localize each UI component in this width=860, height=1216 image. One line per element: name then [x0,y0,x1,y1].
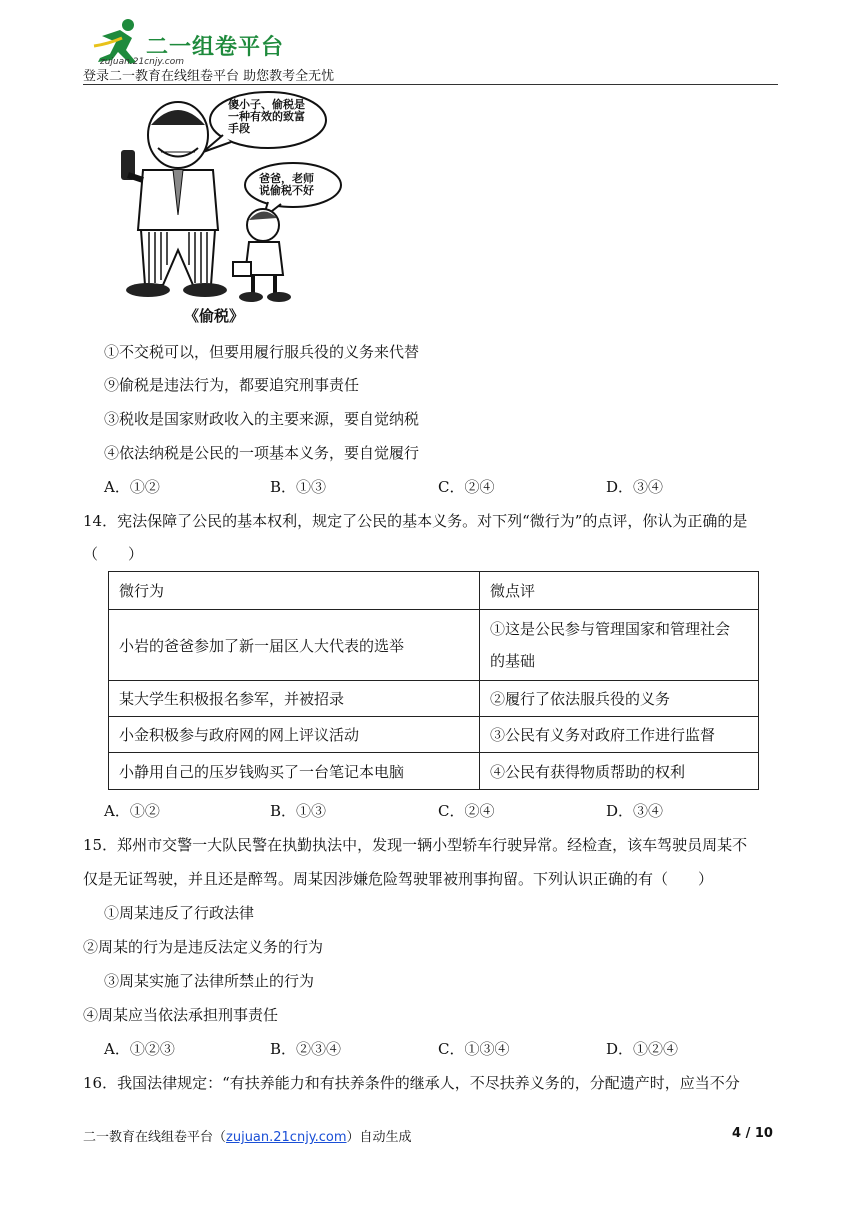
behavior-cell: 某大学生积极报名参军，并被招录 [109,681,480,717]
footer-source: 二一教育在线组卷平台（zujuan.21cnjy.com）自动生成 [83,1130,412,1145]
cartoon-caption: 《偷税》 [184,307,245,325]
table-row [109,681,759,717]
answer-blank: （ ） [83,545,144,563]
son-speech-bubble: 爸爸，老师 说偷税不好 [259,172,314,197]
comment-cell: ①这是公民参与管理国家和管理社会 的基础 [480,610,759,681]
question-stem: 16．我国法律规定：“有扶养能力和有扶养条件的继承人，不尽扶养义务的，分配遗产时，应当不分 [83,1074,740,1092]
option-b: B．①③ [270,802,327,820]
table-row [109,717,759,753]
question-stem: 14．宪法保障了公民的基本权利，规定了公民的基本义务。对下列“微行为”的点评，你认为正确的是 [83,512,748,530]
behavior-cell: 小岩的爸爸参加了新一届区人大代表的选举 [109,610,480,681]
logo-text: 二一组卷平台 [146,35,285,60]
option-d: D．③④ [606,478,664,496]
statement-4: ④周某应当依法承担刑事责任 [83,1006,279,1024]
header-divider [83,84,778,85]
statement-1: ①不交税可以，但要用履行服兵役的义务来代替 [104,343,420,361]
statement-2: ⑨偷税是违法行为，都要追究刑事责任 [104,376,360,394]
page-number: 4 / 10 [732,1126,773,1141]
statement-1: ①周某违反了行政法律 [104,904,255,922]
statement-2: ②周某的行为是违反法定义务的行为 [83,938,324,956]
logo-subtext: zujuan.21cnjy.com [100,57,185,67]
footer-link[interactable]: zujuan.21cnjy.com [226,1130,347,1145]
table-row [109,753,759,790]
comment-cell: ②履行了依法服兵役的义务 [480,681,759,717]
question-stem-continued: 仅是无证驾驶，并且还是醉驾。周某因涉嫌危险驾驶罪被刑事拘留。下列认识正确的有（ ） [83,870,714,888]
table-header-cell: 微行为 [109,572,480,610]
option-d: D．③④ [606,802,664,820]
option-c: C．②④ [438,478,495,496]
comment-cell: ④公民有获得物质帮助的权利 [480,753,759,790]
option-a: A．①② [104,478,160,496]
option-a: A．①②③ [104,1040,175,1058]
behavior-table [108,571,759,790]
statement-3: ③周某实施了法律所禁止的行为 [104,972,315,990]
option-a: A．①② [104,802,160,820]
table-row [109,610,759,681]
comment-cell: ③公民有义务对政府工作进行监督 [480,717,759,753]
statement-4: ④依法纳税是公民的一项基本义务，要自觉履行 [104,444,420,462]
option-c: C．①③④ [438,1040,510,1058]
father-speech-bubble: 傻小子、偷税是 一种有效的致富 手段 [228,98,305,135]
table-header-cell: 微点评 [480,572,759,610]
option-b: B．②③④ [270,1040,342,1058]
header-subtitle: 登录二一教育在线组卷平台 助您教考全无忧 [83,69,335,84]
question-stem: 15．郑州市交警一大队民警在执勤执法中，发现一辆小型轿车行驶异常。经检查，该车驾驶员周某不 [83,836,748,854]
option-b: B．①③ [270,478,327,496]
option-c: C．②④ [438,802,495,820]
statement-3: ③税收是国家财政收入的主要来源，要自觉纳税 [104,410,420,428]
table-header-row [109,572,759,610]
behavior-cell: 小金积极参与政府网的网上评议活动 [109,717,480,753]
behavior-cell: 小静用自己的压岁钱购买了一台笔记本电脑 [109,753,480,790]
option-d: D．①②④ [606,1040,679,1058]
